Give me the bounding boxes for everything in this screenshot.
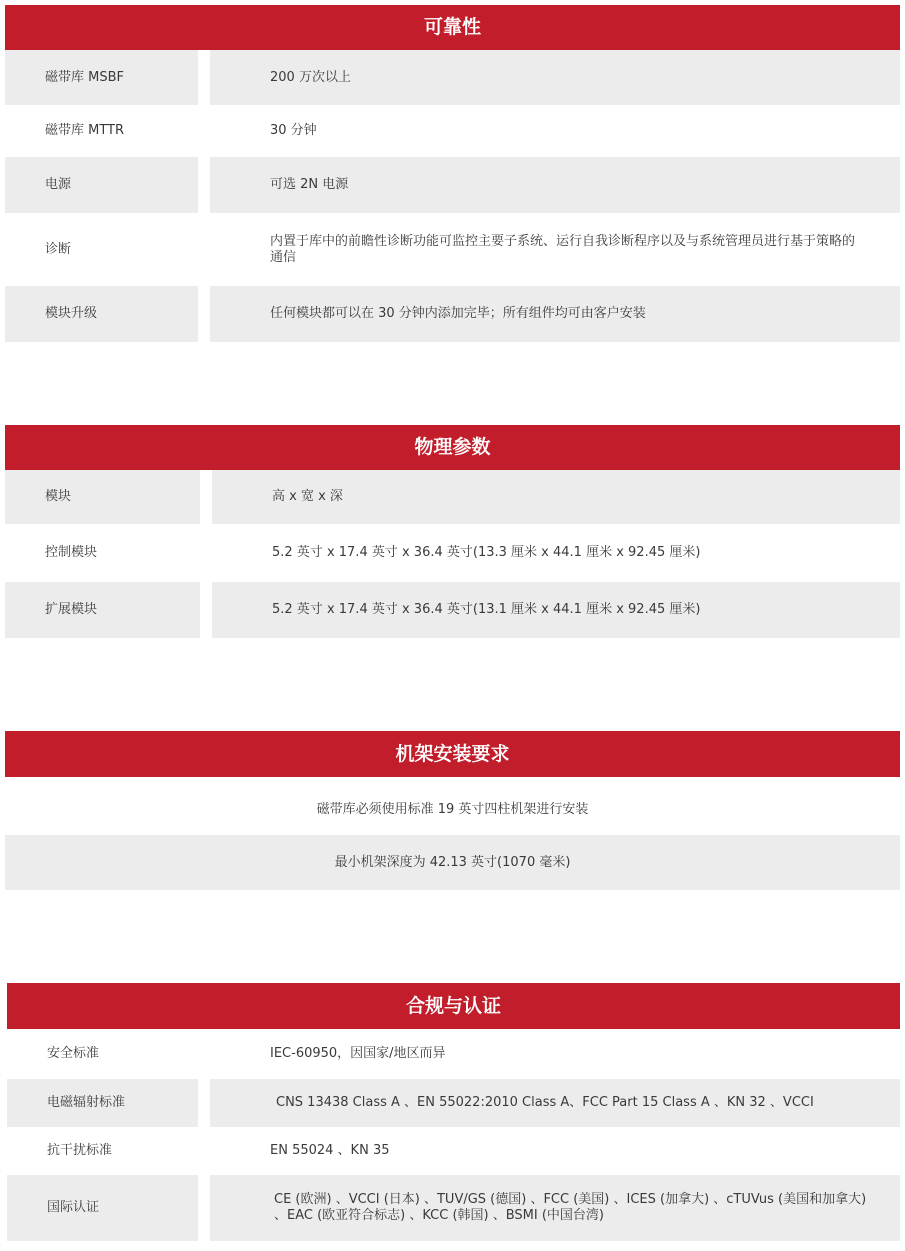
- row-value: EN 55024 、KN 35: [270, 1143, 390, 1159]
- physical-header: 物理参数: [5, 425, 900, 470]
- rack-requirement: 磁带库必须使用标准 19 英寸四柱机架进行安装: [316, 802, 589, 818]
- row-value: 200 万次以上: [210, 50, 900, 105]
- row-value: 可选 2N 电源: [210, 157, 900, 213]
- row-label: 电磁辐射标准: [7, 1079, 198, 1127]
- row-value: CE (欧洲) 、VCCI (日本) 、TUV/GS (德国) 、FCC (美国) 、ICES (加拿大) 、cTUVus (美国和加拿大) 、EAC (欧亚符合标志) 、KCC (韩国) 、BSMI (中国台湾): [210, 1175, 900, 1241]
- row-value: IEC-60950，因国家/地区而异: [270, 1046, 446, 1062]
- row-label: 控制模块: [45, 545, 98, 561]
- row-label: 模块升级: [5, 286, 198, 342]
- row-label: 扩展模块: [5, 582, 200, 638]
- row-label: 电源: [5, 157, 198, 213]
- compliance-header: 合规与认证: [7, 983, 900, 1029]
- row-label: 模块: [5, 470, 200, 524]
- row-value: 内置于库中的前瞻性诊断功能可监控主要子系统、运行自我诊断程序以及与系统管理员进行基于策略的通信: [270, 233, 856, 265]
- row-value: 任何模块都可以在 30 分钟内添加完毕；所有组件均可由客户安装: [210, 286, 900, 342]
- row-value: CNS 13438 Class A 、EN 55022:2010 Class A、FCC Part 15 Class A 、KN 32 、VCCI: [210, 1079, 900, 1127]
- row-value: 5.2 英寸 x 17.4 英寸 x 36.4 英寸(13.1 厘米 x 44.1 厘米 x 92.45 厘米): [212, 582, 900, 638]
- row-label: 诊断: [45, 241, 72, 257]
- rack-requirement: 最小机架深度为 42.13 英寸(1070 毫米): [5, 835, 900, 890]
- row-value: 高 x 宽 x 深: [212, 470, 900, 524]
- row-value: 5.2 英寸 x 17.4 英寸 x 36.4 英寸(13.3 厘米 x 44.1 厘米 x 92.45 厘米): [272, 545, 701, 561]
- row-label: 磁带库 MSBF: [5, 50, 198, 105]
- row-value: 30 分钟: [270, 123, 317, 139]
- row-label: 国际认证: [7, 1175, 198, 1241]
- row-label: 抗干扰标准: [47, 1143, 113, 1159]
- row-label: 磁带库 MTTR: [45, 123, 125, 139]
- row-label: 安全标准: [47, 1046, 100, 1062]
- rack-header: 机架安装要求: [5, 731, 900, 777]
- reliability-header: 可靠性: [5, 5, 900, 50]
